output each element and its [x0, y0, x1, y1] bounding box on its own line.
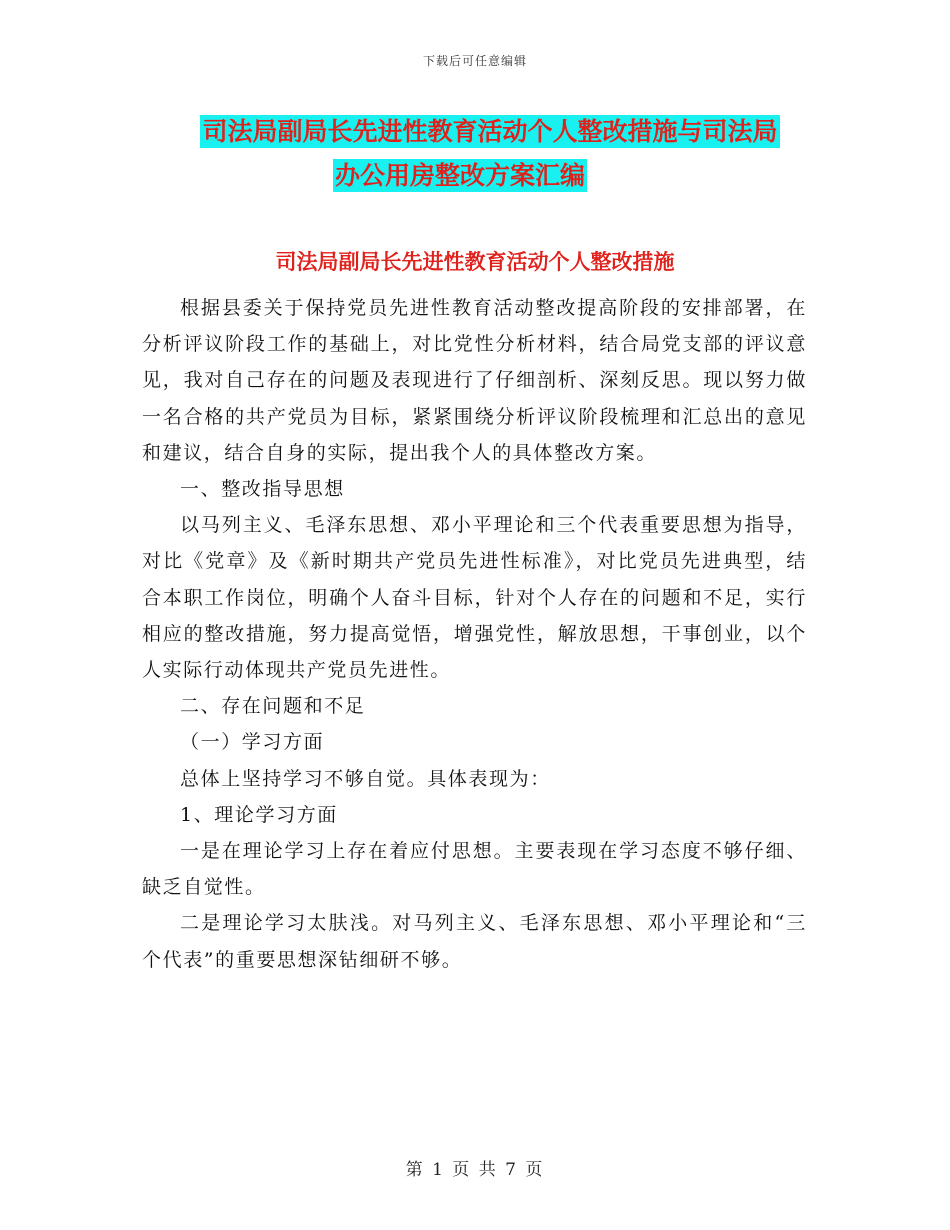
document-title-line-2: 办公用房整改方案汇编 — [334, 161, 585, 190]
page-footer: 第 1 页 共 7 页 — [405, 1160, 545, 1180]
heading-problems: 二、存在问题和不足 — [180, 695, 366, 718]
document-title-line-1: 司法局副局长先进性教育活动个人整改措施与司法局 — [202, 117, 778, 146]
heading-guiding-thought: 一、整改指导思想 — [180, 478, 345, 501]
document-body — [142, 290, 807, 978]
paragraph-point-two: 二是理论学习太肤浅。对马列主义、毛泽东思想、邓小平理论和“三个代表”的重要思想深钻细研不够。 — [142, 912, 807, 971]
header-note: 下载后可任意编辑 — [422, 54, 527, 68]
paragraph-point-one: 一是在理论学习上存在着应付思想。主要表现在学习态度不够仔细、缺乏自觉性。 — [142, 840, 807, 899]
section-title: 司法局副局长先进性教育活动个人整改措施 — [275, 250, 675, 274]
paragraph-guiding-thought: 以马列主义、毛泽东思想、邓小平理论和三个代表重要思想为指导，对比《党章》及《新时期共产党员先进性标准》，对比党员先进典型，结合本职工作岗位，明确个人奋斗目标，针对个人存在的问题和不足，实行相应的整改措施，努力提高觉悟，增强党性，解放思想，干事创业，以个人实际行动体现共产党员先进性。 — [142, 514, 807, 682]
paragraph-intro: 根据县委关于保持党员先进性教育活动整改提高阶段的安排部署，在分析评议阶段工作的基础上，对比党性分析材料，结合局党支部的评议意见，我对自己存在的问题及表现进行了仔细剖析、深刻反思。现以努力做一名合格的共产党员为目标，紧紧围绕分析评议阶段梳理和汇总出的意见和建议，结合自身的实际，提出我个人的具体整改方案。 — [142, 297, 807, 464]
subheading-study: （一）学习方面 — [180, 731, 325, 754]
subheading-theory-study: 1、理论学习方面 — [180, 803, 338, 826]
paragraph-study-summary: 总体上坚持学习不够自觉。具体表现为： — [180, 767, 551, 790]
document-title — [0, 110, 950, 198]
